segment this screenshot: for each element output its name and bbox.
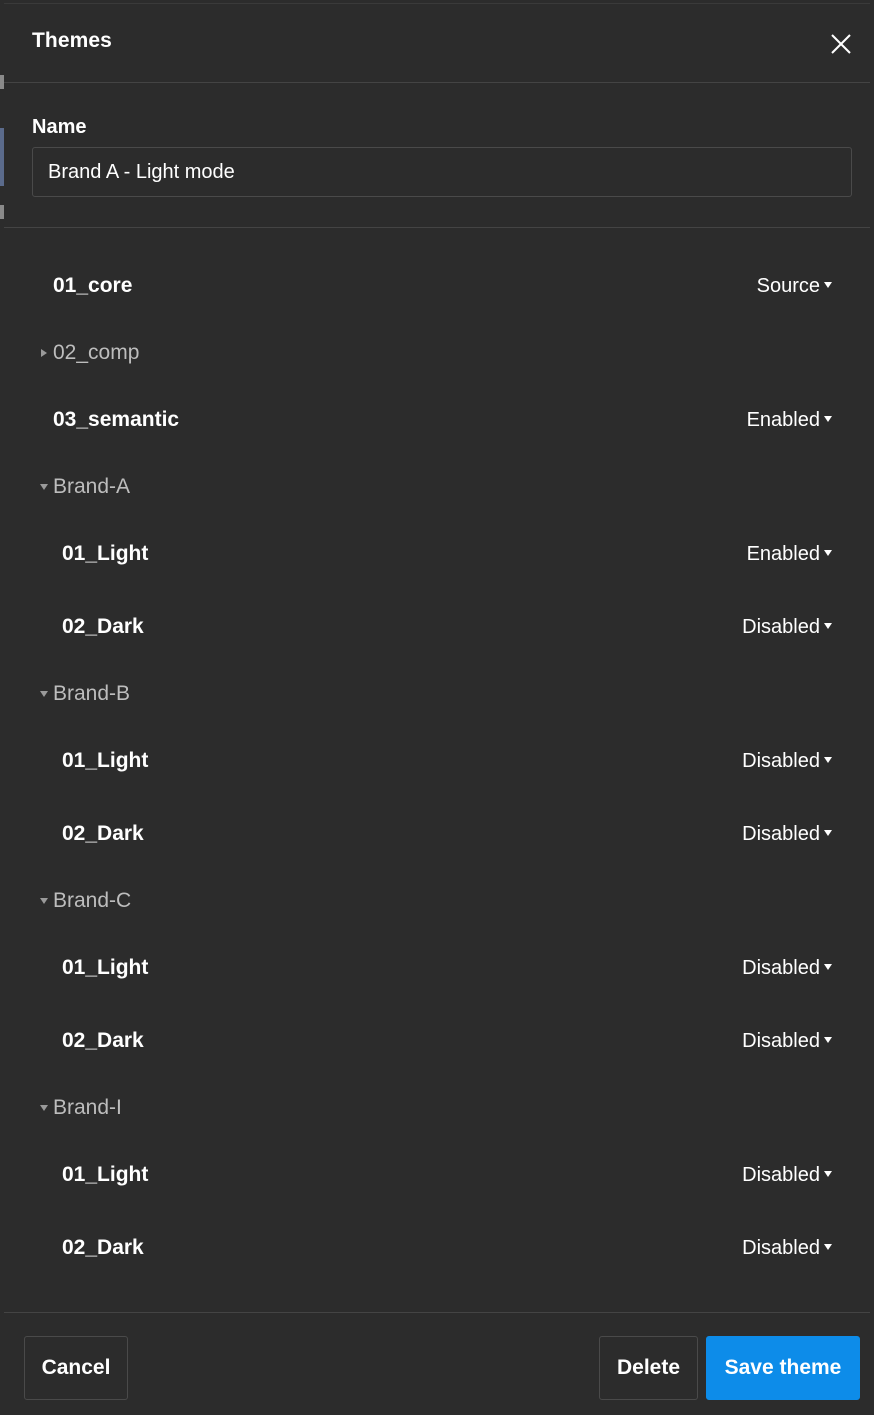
status-value: Disabled (742, 823, 820, 845)
modal-title: Themes (32, 29, 112, 52)
status-dropdown[interactable] (747, 529, 832, 579)
themes-modal (4, 3, 870, 1414)
group-label: Brand-C (53, 889, 132, 912)
name-section (4, 83, 870, 228)
modal-header (4, 4, 870, 83)
delete-button[interactable]: Delete (599, 1336, 698, 1400)
chevron-down-icon (824, 1244, 832, 1250)
caret-down-icon[interactable] (38, 688, 50, 700)
token-set-row (4, 1150, 870, 1200)
token-set-group-brand-i[interactable] (4, 1083, 870, 1133)
save-theme-button[interactable]: Save theme (706, 1336, 860, 1400)
token-set-row (4, 529, 870, 579)
status-dropdown[interactable] (757, 261, 832, 311)
token-set-label: 02_Dark (62, 822, 144, 845)
chevron-down-icon (824, 1171, 832, 1177)
token-set-label: 02_Dark (62, 615, 144, 638)
group-label: Brand-I (53, 1096, 122, 1119)
status-dropdown[interactable] (742, 1223, 832, 1273)
name-label: Name (32, 116, 87, 138)
theme-name-input[interactable] (32, 147, 852, 197)
status-dropdown[interactable] (742, 943, 832, 993)
status-dropdown[interactable] (747, 395, 832, 445)
token-set-row-semantic (4, 395, 870, 445)
status-value: Enabled (746, 409, 820, 431)
token-set-row (4, 809, 870, 859)
token-set-label: 01_core (53, 274, 133, 297)
token-set-group-brand-c[interactable] (4, 876, 870, 926)
chevron-down-icon (824, 830, 832, 836)
token-set-label: 01_Light (62, 1163, 149, 1186)
chevron-down-icon (824, 416, 832, 422)
token-set-row (4, 602, 870, 652)
caret-down-icon[interactable] (38, 895, 50, 907)
group-label: 02_comp (53, 341, 140, 364)
caret-down-icon[interactable] (38, 481, 50, 493)
token-set-row (4, 1016, 870, 1066)
status-value: Disabled (742, 1164, 820, 1186)
chevron-down-icon (824, 623, 832, 629)
chevron-down-icon (824, 757, 832, 763)
token-set-label: 01_Light (62, 749, 149, 772)
token-set-label: 02_Dark (62, 1029, 144, 1052)
token-set-row (4, 1223, 870, 1273)
status-dropdown[interactable] (742, 809, 832, 859)
modal-footer (4, 1312, 870, 1415)
chevron-down-icon (824, 964, 832, 970)
token-set-group-brand-b[interactable] (4, 669, 870, 719)
status-value: Disabled (742, 957, 820, 979)
token-set-group-comp[interactable] (4, 328, 870, 378)
token-set-row (4, 736, 870, 786)
token-set-label: 02_Dark (62, 1236, 144, 1259)
cancel-button[interactable]: Cancel (24, 1336, 128, 1400)
token-set-row (4, 943, 870, 993)
status-dropdown[interactable] (742, 1016, 832, 1066)
status-dropdown[interactable] (742, 736, 832, 786)
chevron-down-icon (824, 550, 832, 556)
status-value: Disabled (742, 616, 820, 638)
chevron-down-icon (824, 282, 832, 288)
token-set-label: 03_semantic (53, 408, 180, 431)
chevron-down-icon (824, 1037, 832, 1043)
token-set-label: 01_Light (62, 956, 149, 979)
close-icon[interactable] (826, 29, 856, 59)
token-set-row-core (4, 261, 870, 311)
group-label: Brand-A (53, 475, 131, 498)
token-set-label: 01_Light (62, 542, 149, 565)
status-value: Source (756, 275, 820, 297)
close-button[interactable] (826, 29, 856, 59)
status-value: Disabled (742, 1237, 820, 1259)
status-value: Enabled (746, 543, 820, 565)
token-set-group-brand-a[interactable] (4, 462, 870, 512)
status-value: Disabled (742, 750, 820, 772)
caret-down-icon[interactable] (38, 1102, 50, 1114)
group-label: Brand-B (53, 682, 131, 705)
caret-right-icon[interactable] (38, 347, 50, 359)
status-dropdown[interactable] (742, 1150, 832, 1200)
status-dropdown[interactable] (742, 602, 832, 652)
status-value: Disabled (742, 1030, 820, 1052)
